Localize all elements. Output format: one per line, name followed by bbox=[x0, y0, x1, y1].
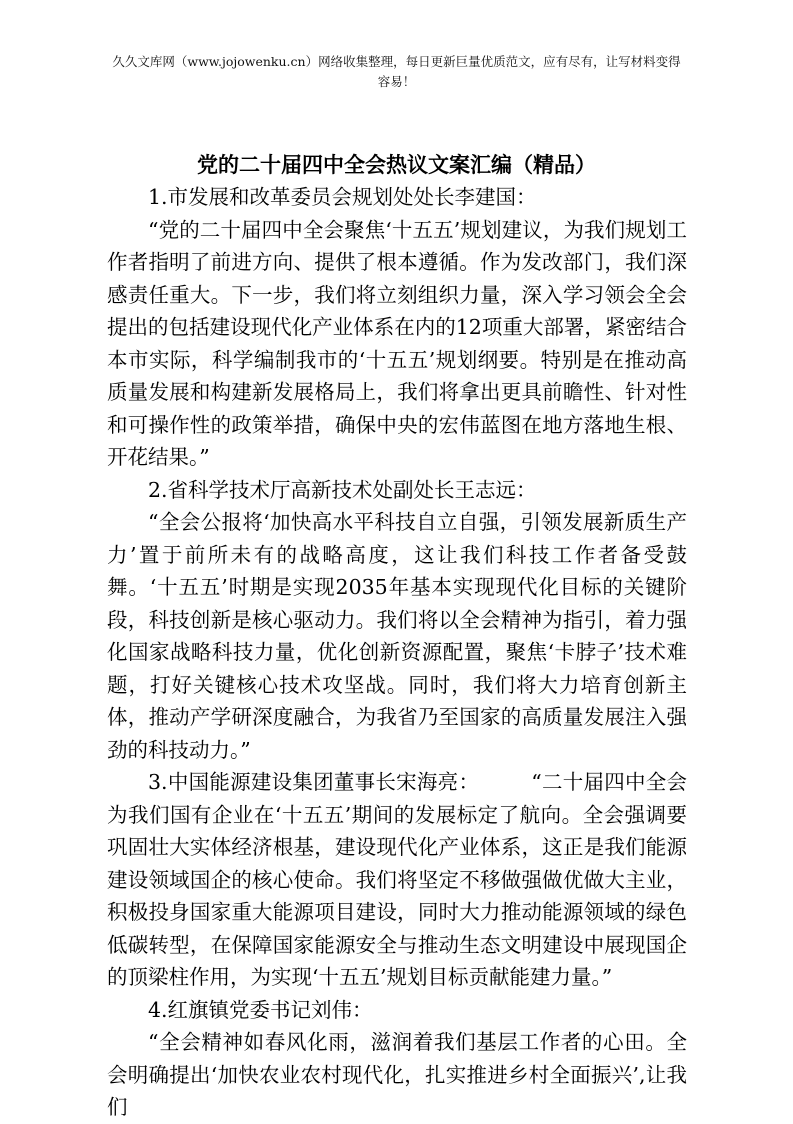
speaker-2: 2.省科学技术厅高新技术处副处长王志远： bbox=[148, 477, 537, 502]
quote-1: “党的二十届四中全会聚焦‘十五五’规划建议，为我们规划工作者指明了前进方向、提供了根本遵循。作为发改部门，我们深感责任重大。下一步，我们将立刻组织力量，深入学习领会全会提出的包括建设现代化产业体系在内的12项重大部署，紧密结合本市实际，科学编制我市的‘十五五’规划纲要。特别是在推动高质量发展和构建新发展格局上，我们将拿出更具前瞻性、针对性和可操作性的政策举措，确保中央的宏伟蓝图在地方落地生根、开花结果。” bbox=[107, 217, 687, 469]
document-title: 党的二十届四中全会热议文案汇编（精品） bbox=[197, 153, 596, 177]
header-line-2: 容易！ bbox=[377, 74, 416, 89]
document-body bbox=[107, 181, 687, 1124]
speaker-3: 3.中国能源建设集团董事长宋海亮： bbox=[148, 770, 480, 794]
quote-4: “全会精神如春风化雨，滋润着我们基层工作者的心田。全会明确提出‘加快农业农村现代化，扎实推进乡村全面振兴’,让我们 bbox=[107, 1030, 687, 1119]
speaker-4: 4.红旗镇党委书记刘伟： bbox=[148, 997, 373, 1022]
quote-3: “二十届四中全会为我们国有企业在‘十五五’期间的发展标定了航向。全会强调要巩固壮大实体经济根基，建设现代化产业体系，这正是我们能源建设领域国企的核心使命。我们将坚定不移做强做优做大主业，积极投身国家重大能源项目建设，同时大力推动能源领域的绿色低碳转型，在保障国家能源安全与推动生态文明建设中展现国企的顶梁柱作用，为实现‘十五五’规划目标贡献能建力量。” bbox=[107, 770, 687, 989]
quote-2: “全会公报将‘加快高水平科技自立自强，引领发展新质生产力’置于前所未有的战略高度，这让我们科技工作者备受鼓舞。‘十五五’时期是实现2035年基本实现现代化目标的关键阶段，科技创新是核心驱动力。我们将以全会精神为指引，着力强化国家战略科技力量，优化创新资源配置，聚焦‘卡脖子’技术难题，打好关键核心技术攻坚战。同时，我们将大力培育创新主体，推动产学研深度融合，为我省乃至国家的高质量发展注入强劲的科技动力。” bbox=[107, 510, 687, 762]
site-header bbox=[100, 52, 693, 92]
header-line-1: 久久文库网（www.jojowenku.cn）网络收集整理，每日更新巨量优质范文，应有尽有，让写材料变得 bbox=[112, 54, 681, 69]
section-3 bbox=[107, 766, 687, 994]
speaker-1: 1.市发展和改革委员会规划处处长李建国： bbox=[148, 185, 537, 209]
